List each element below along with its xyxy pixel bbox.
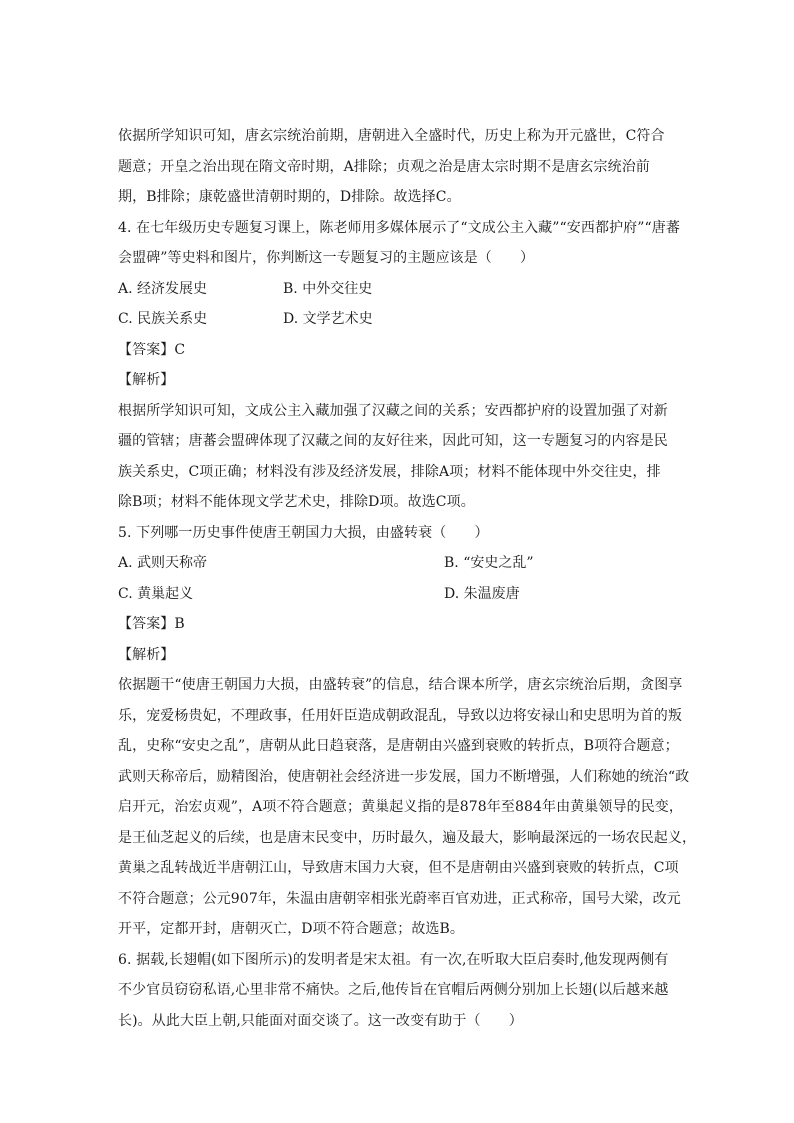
- option-c: C. 民族关系史: [118, 311, 208, 327]
- question-4: [118, 218, 678, 523]
- text-line: 依据所学知识可知，唐玄宗统治前期，唐朝进入全盛时代，历史上称为开元盛世，C符合: [118, 128, 665, 144]
- analysis-label: 【解析】: [118, 372, 175, 388]
- analysis-line: 族关系史，C项正确；材料没有涉及经济发展，排除A项；材料不能体现中外交往史，排: [118, 463, 661, 480]
- analysis-line: 不符合题意；公元907年，朱温由唐朝宰相张光蔚率百官劝进，正式称帝，国号大梁，改元: [118, 890, 681, 907]
- options-row: [118, 584, 678, 615]
- analysis-line: 乐，宠爱杨贵妃，不理政事，任用奸臣造成朝政混乱，导致以边将安禄山和史思明为首的叛: [118, 707, 682, 724]
- question-stem-line: 会盟碑”等史料和图片，你判断这一专题复习的主题应该是（ ）: [118, 250, 535, 266]
- analysis-line: 黄巢之乱转战近半唐朝江山，导致唐末国力大衰，但不是唐朝由兴盛到衰败的转折点，C项: [118, 860, 679, 876]
- options-row: [118, 279, 678, 310]
- options-row: [118, 553, 678, 584]
- question-stem-line: 长)。从此大臣上朝,只能面对面交谈了。这一改变有助于（ ）: [118, 1012, 523, 1029]
- option-a: A. 武则天称帝: [118, 555, 208, 571]
- question-stem-line: 4. 在七年级历史专题复习课上，陈老师用多媒体展示了“文成公主入藏”“安西都护府”“唐蕃: [118, 219, 680, 236]
- question-5: [118, 523, 697, 950]
- analysis-line: 根据所学知识可知，文成公主入藏加强了汉藏之间的关系；安西都护府的设置加强了对新: [118, 402, 668, 419]
- option-d: D. 文学艺术史: [283, 311, 373, 327]
- analysis-line: 除B项；材料不能体现文学艺术史，排除D项。故选C项。: [118, 494, 475, 510]
- analysis-line: 开平，定都开封，唐朝灭亡，D项不符合题意；故选B。: [118, 921, 465, 937]
- analysis-label: 【解析】: [118, 646, 175, 663]
- option-b: B. “安史之乱”: [444, 555, 534, 571]
- q3-explanation: [118, 126, 678, 218]
- analysis-line: 乱，史称“安史之乱”，唐朝从此日趋衰落，是唐朝由兴盛到衰败的转折点，B项符合题意；: [118, 738, 679, 754]
- analysis-line: 启开元，治宏贞观”，A项不符合题意；黄巢起义指的是878年至884年由黄巢领导的民变，: [118, 799, 684, 815]
- analysis-line: 是王仙芝起义的后续，也是唐末民变中，历时最久，遍及最大，影响最深远的一场农民起义，: [118, 829, 697, 846]
- option-c: C. 黄巢起义: [118, 585, 194, 602]
- option-a: A. 经济发展史: [118, 280, 208, 297]
- analysis-line: 疆的管辖；唐蕃会盟碑体现了汉藏之间的友好往来，因此可知，这一专题复习的内容是民: [118, 433, 668, 449]
- analysis-line: 武则天称帝后，励精图治，使唐朝社会经济进一步发展，国力不断增强，人们称她的统治“政: [118, 768, 690, 785]
- document-page: [118, 126, 697, 1041]
- question-stem-line: 6. 据载,长翅帽(如下图所示)的发明者是宋太祖。有一次,在听取大臣启奏时,他发现两侧有: [118, 951, 669, 968]
- answer-label: 【答案】B: [118, 616, 185, 632]
- text-line: 期，B排除；康乾盛世清朝时期的，D排除。故选择C。: [118, 189, 461, 205]
- option-b: B. 中外交往史: [283, 280, 373, 297]
- text-line: 题意；开皇之治出现在隋文帝时期，A排除；贞观之治是唐太宗时期不是唐玄宗统治前: [118, 158, 650, 175]
- options-row: [118, 309, 678, 340]
- answer-label: 【答案】C: [118, 341, 186, 358]
- question-stem-line: 5. 下列哪一历史事件使唐王朝国力大损，由盛转衰（ ）: [118, 524, 489, 541]
- analysis-line: 依据题干“使唐王朝国力大损，由盛转衰”的信息，结合课本所学，唐玄宗统治后期，贪图享: [118, 677, 683, 693]
- question-6: [118, 950, 678, 1042]
- question-stem-line: 不少官员窃窃私语,心里非常不痛快。之后,他传旨在官帽后两侧分别加上长翅(以后越来越: [118, 982, 669, 998]
- option-d: D. 朱温废唐: [444, 585, 520, 602]
